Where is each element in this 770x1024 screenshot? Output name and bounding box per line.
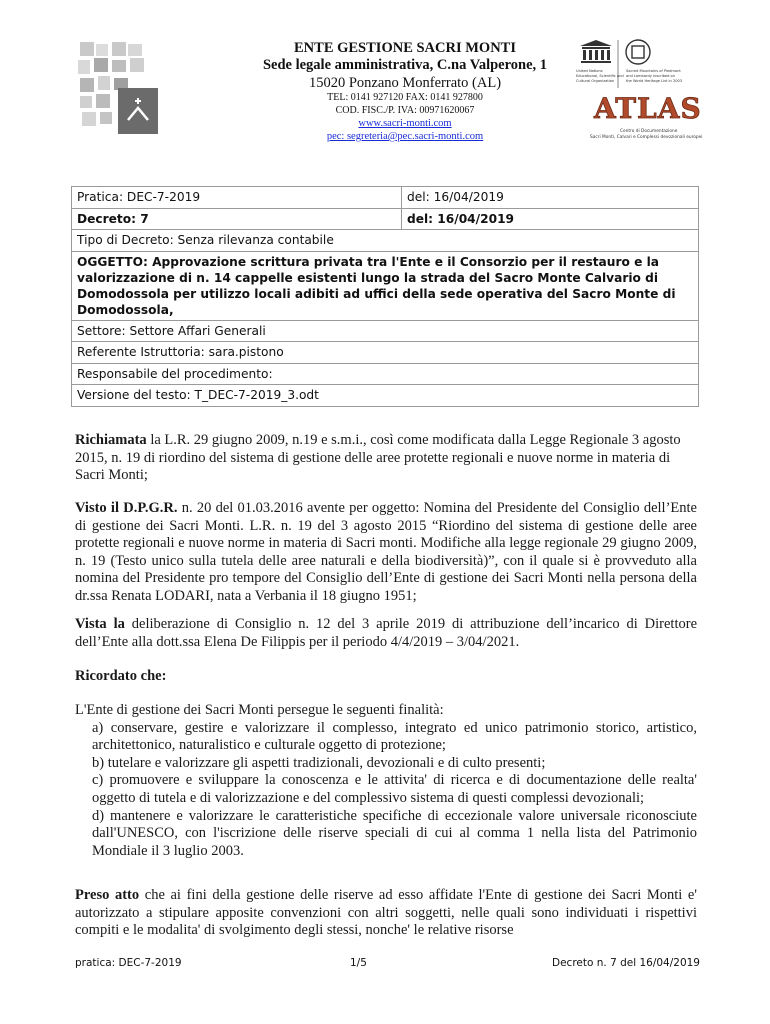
unesco-site-caption: Sacred Mountains of Piedmont: [626, 69, 681, 73]
paragraph-lead: Vista la: [75, 616, 125, 632]
table-row: [72, 251, 699, 320]
org-legal-seat: Sede legale amministrativa, C.na Valperone, 1: [262, 57, 548, 73]
pec-email-link[interactable]: pec: segreteria@pec.sacri-monti.com: [326, 131, 484, 142]
paragraph-lead: Preso atto: [75, 887, 140, 903]
list-item: d) mantenere e valorizzare le caratteristiche specifiche di eccezionale valore universale riconosciute dall'UNESCO, con l'iscrizione delle riserve speciali di cui al comma 1 nella lista del Patrimonio Mondiale il 3 luglio 2003.: [92, 807, 697, 859]
pratica-date-cell: del: 16/04/2019: [402, 187, 699, 209]
org-phone: TEL: 0141 927120 FAX: 0141 927800: [327, 92, 483, 103]
responsabile-cell: Responsabile del procedimento:: [72, 363, 699, 385]
svg-text:Cultural Organization: Cultural Organization: [576, 79, 615, 83]
page-footer: [75, 957, 700, 973]
paragraph-lead: Visto il D.P.G.R.: [75, 500, 178, 516]
paragraph-text: n. 20 del 01.03.2016 avente per oggetto: Nomina del Presidente del Consiglio dell’Ente di gestione dei Sacri Monti. L.R. n. 19 del 3 agosto 2015 “Riordino del sistema di gestione delle aree protette regionali e nuove norme in materia di Sacri monti. Modifiche alla legge regionale 29 giugno 2009, n. 19 (Testo unico sulla tutela delle aree naturali e della biodiversità)”, con il quale si è provveduto alla nomina del Presidente pro tempore del Consiglio dell’Ente di gestione dei Sacri Monti nella persona della dr.ssa Renata LODARI, nata a Verbania il 18 giugno 1951;: [75, 500, 697, 604]
table-row: [72, 363, 699, 385]
finalita-intro: L'Ente di gestione dei Sacri Monti persegue le seguenti finalità:: [75, 702, 444, 718]
org-title: ENTE GESTIONE SACRI MONTI: [294, 40, 516, 56]
unesco-caption: United Nations: [576, 69, 603, 73]
atlas-caption-1: Centro di Documentazione: [620, 129, 678, 134]
org-fiscal-code: COD. FISC./P. IVA: 00971620067: [335, 104, 475, 116]
list-item: c) promuovere e sviluppare la conoscenza e le attivita' di ricerca e di documentazione delle realta' oggetto di tutela e di valorizzazione e del complessivo sistema di questi complessi devozionali;: [92, 772, 697, 806]
finalita-list: [75, 702, 697, 860]
decreto-cell: Decreto: 7: [72, 208, 402, 230]
unesco-temple-icon: [580, 40, 612, 63]
referente-cell: Referente Istruttoria: sara.pistono: [72, 342, 699, 364]
page-number: 1/5: [350, 957, 367, 969]
world-heritage-emblem-icon: [626, 40, 650, 64]
table-row: [72, 342, 699, 364]
paragraph-preso-atto: [75, 887, 697, 940]
partner-logos: [572, 38, 722, 144]
table-row: [72, 320, 699, 342]
section-heading: Ricordato che:: [75, 668, 167, 684]
paragraph-text: la L.R. 29 giugno 2009, n.19 e s.m.i., così come modificata dalla Legge Regionale 3 agosto 2015, n. 19 di riordino del sistema di gestione delle aree protette regionali e nuove norme in materia di Sacri Monti;: [75, 432, 681, 484]
footer-pratica: pratica: DEC-7-2019: [75, 957, 182, 969]
table-row: [72, 230, 699, 252]
paragraph-text: deliberazione di Consiglio n. 12 del 3 aprile 2019 di attribuzione dell’incarico di Direttore dell’Ente alla dott.ssa Elena De Filippis per il periodo 4/4/2019 – 3/04/2021.: [75, 616, 698, 650]
heading-ricordato: [75, 668, 697, 686]
svg-text:Educational, Scientific and: Educational, Scientific and: [576, 74, 624, 78]
svg-text:and Lombardy inscribed on: and Lombardy inscribed on: [626, 74, 675, 78]
paragraph-visto: [75, 500, 697, 606]
document-info-table: [71, 186, 699, 407]
atlas-caption-2: Sacri Monti, Calvari e Complessi devozionali europei: [590, 135, 703, 140]
letterhead: [200, 40, 610, 143]
svg-text:ATLAS: ATLAS: [594, 92, 702, 125]
pratica-cell: Pratica: DEC-7-2019: [72, 187, 402, 209]
paragraph-text: che ai fini della gestione delle riserve ad esso affidate l'Ente di gestione dei Sacri Monti e' autorizzato a stipulare apposite convenzioni con altri soggetti, nelle quali sono individuati i rispettivi compiti e le modalita' di svolgimento degli stessi, nonche' le relative risorse: [75, 887, 697, 939]
table-row: [72, 208, 699, 230]
oggetto-cell: OGGETTO: Approvazione scrittura privata tra l'Ente e il Consorzio per il restauro e la valorizzazione di n. 14 cappelle esistenti lungo la strada del Sacro Monte Calvario di Domodossola per utilizzo locali adibiti ad uffici della sede operativa del Sacro Monte di Domodossola,: [72, 251, 699, 320]
org-address: 15020 Ponzano Monferrato (AL): [308, 75, 502, 91]
paragraph-lead: Richiamata: [75, 432, 147, 448]
sacri-monti-logo: [78, 42, 162, 138]
sacri-monti-grid-icon: [78, 42, 162, 138]
versione-cell: Versione del testo: T_DEC-7-2019_3.odt: [72, 385, 699, 407]
table-row: [72, 385, 699, 407]
decreto-date-cell: del: 16/04/2019: [402, 208, 699, 230]
svg-text:the World Heritage List in 200: the World Heritage List in 2003: [626, 79, 683, 83]
table-row: [72, 187, 699, 209]
website-link[interactable]: www.sacri-monti.com: [358, 118, 452, 129]
paragraph-richiamata: [75, 432, 697, 485]
paragraph-vista: [75, 616, 697, 651]
settore-cell: Settore: Settore Affari Generali: [72, 320, 699, 342]
atlas-logo: [593, 92, 702, 125]
footer-decreto: Decreto n. 7 del 16/04/2019: [552, 957, 700, 969]
list-item: b) tutelare e valorizzare gli aspetti tradizionali, devozionali e di culto presenti;: [92, 754, 546, 771]
unesco-atlas-logos: [572, 38, 722, 144]
tipo-decreto-cell: Tipo di Decreto: Senza rilevanza contabile: [72, 230, 699, 252]
list-item: a) conservare, gestire e valorizzare il complesso, integrato ed unico patrimonio storico, artistico, architettonico, naturalistico e culturale oggetto di protezione;: [92, 719, 697, 754]
